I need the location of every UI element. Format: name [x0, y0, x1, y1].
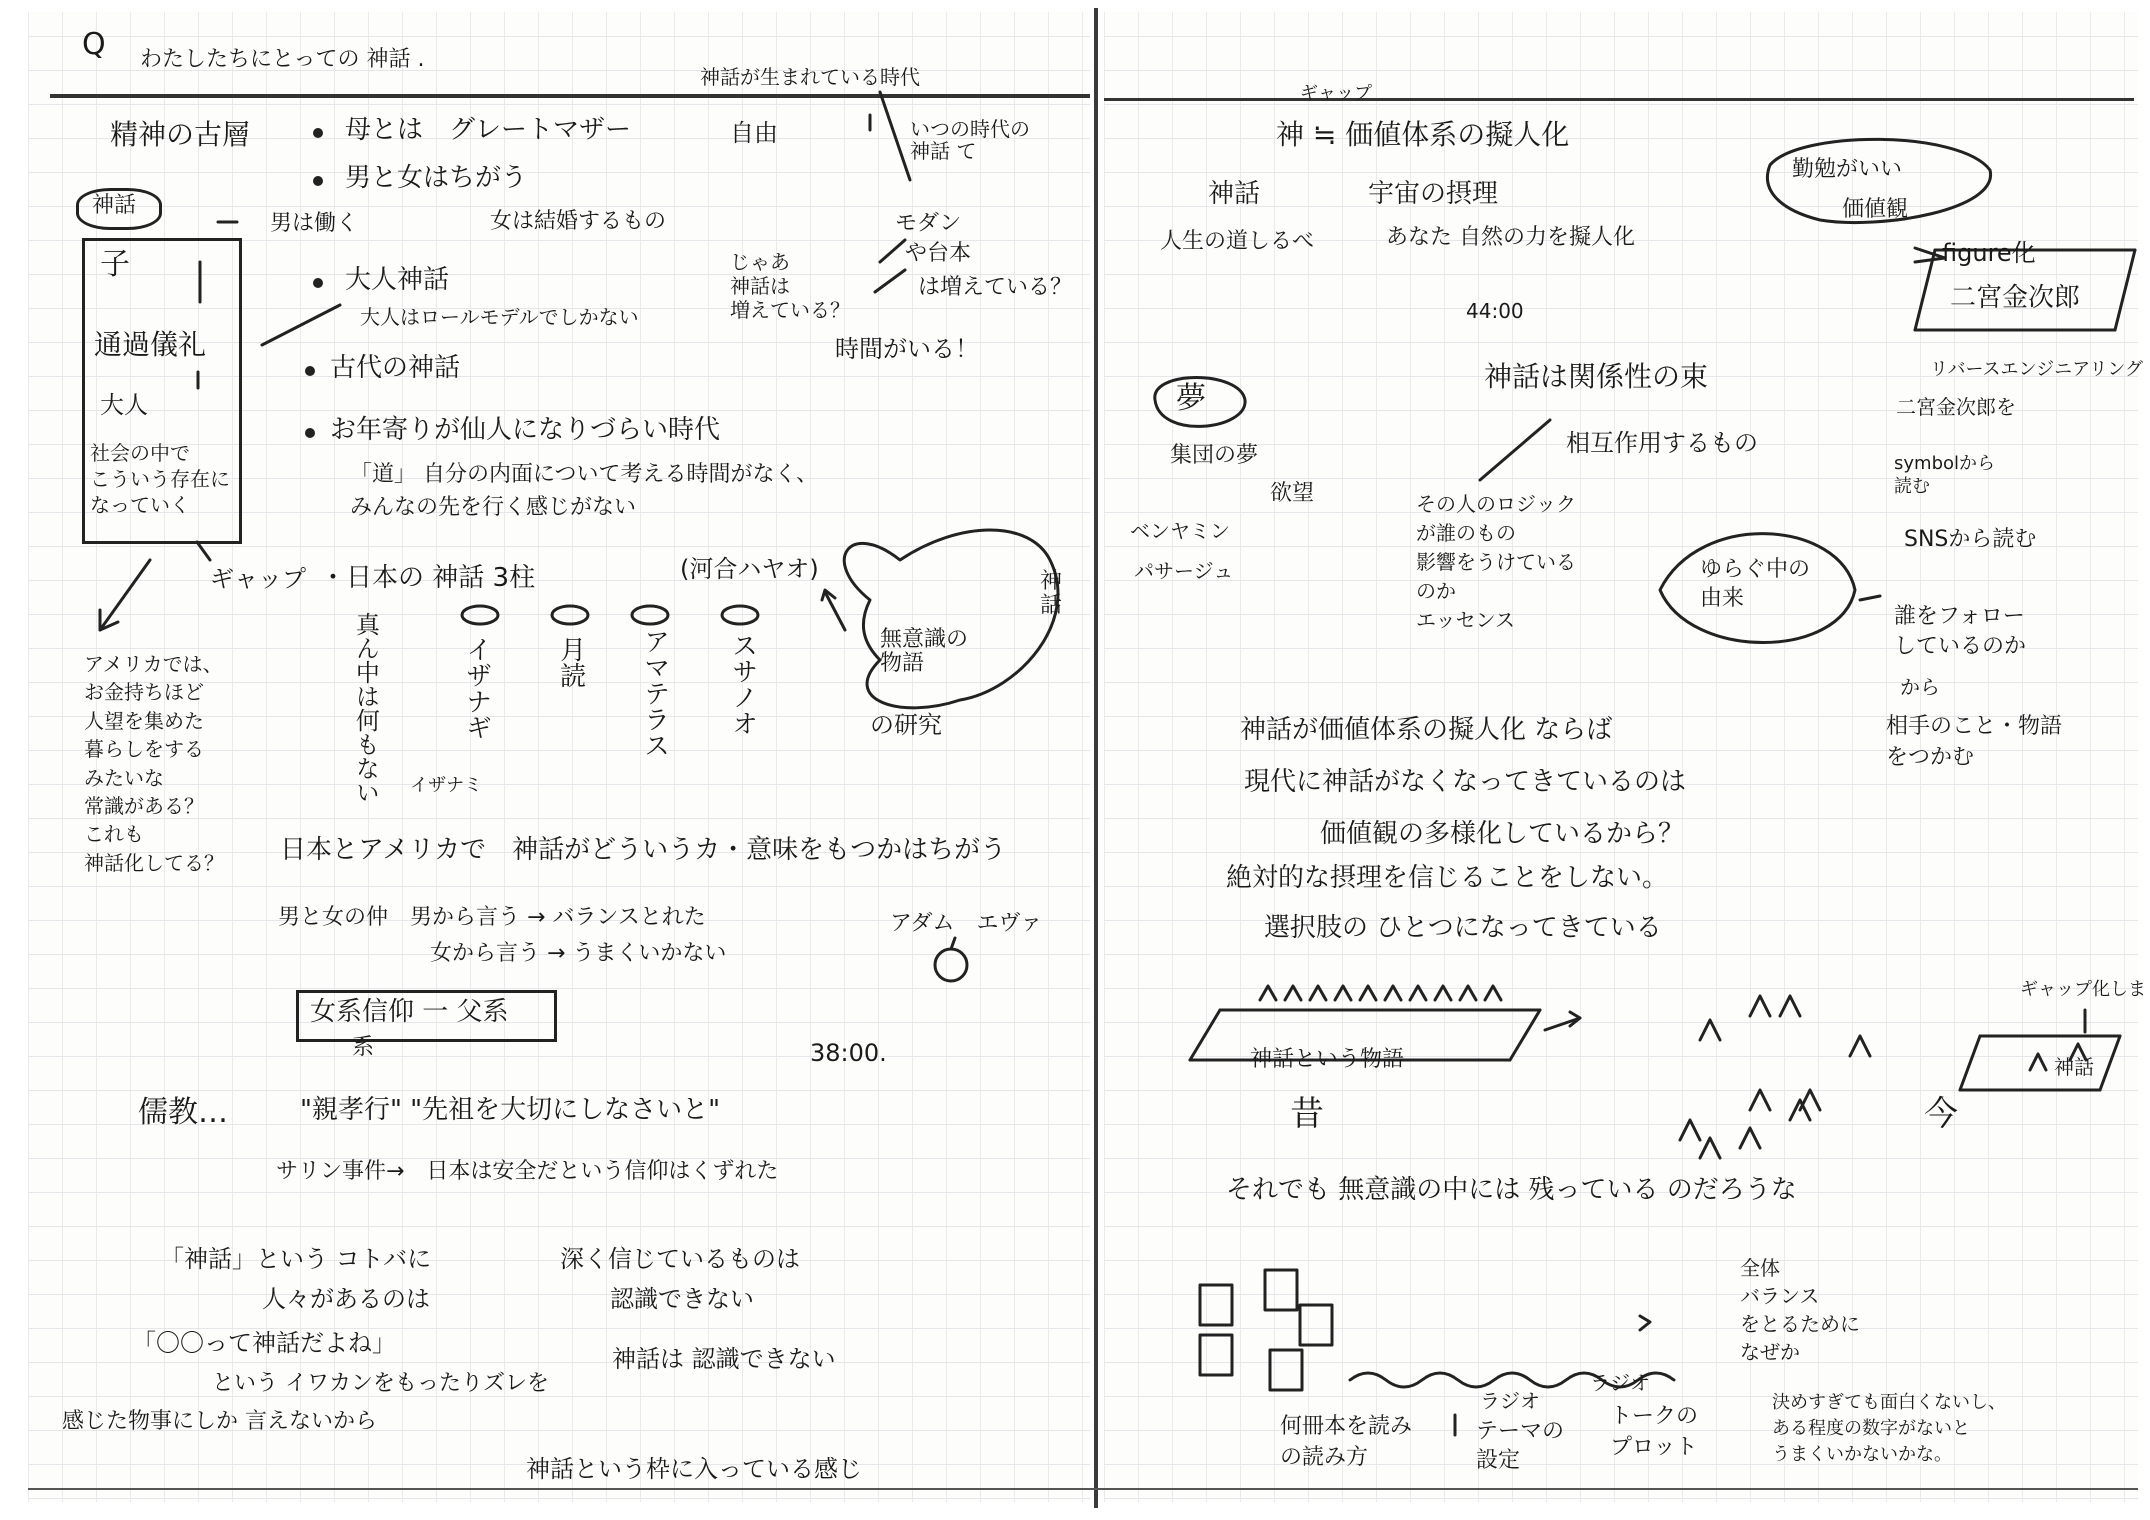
bullet-mother: 母とは グレートマザー	[345, 115, 632, 145]
left-title: わたしたちにとっての 神話 .	[140, 47, 425, 72]
people-have: 人々があるのは	[262, 1285, 430, 1313]
desire: 欲望	[1270, 481, 1315, 506]
read-from-symbol: symbolから 読む	[1894, 453, 1996, 498]
who-follows: 誰をフォロー しているのか	[1894, 604, 2027, 659]
diligence-good: 勤勉がいい	[1792, 157, 1903, 182]
dream-circled: 夢	[1176, 381, 1206, 416]
unconscious-story: 無意識の 物語	[880, 627, 969, 677]
timestamp-44: 44:00	[1466, 299, 1524, 323]
read-from-sns: SNSから読む	[1904, 527, 2037, 552]
persons-logic: その人のロジック が誰のもの 影響をうけている のか エッセンス	[1416, 492, 1576, 632]
closing-note: 決めすぎても面白くないし、 ある程度の数字がないと うまくいかないかな。	[1772, 1392, 2006, 1466]
box-adult: 大人	[100, 391, 148, 419]
past-label: 昔	[1290, 1094, 1324, 1134]
time-needed: 時間がいる！	[835, 335, 979, 363]
deep-belief: 深く信じているものは	[560, 1245, 800, 1273]
cannot-recognize: 認識できない	[610, 1285, 754, 1313]
benjamin: ベンヤミン	[1130, 519, 1230, 543]
deity-amaterasu: アマテラス	[639, 628, 670, 758]
myth-unrecognizable: 神話は 認識できない	[612, 1345, 836, 1373]
heading-seishin: 精神の古層	[110, 118, 251, 151]
ninomiya-kinjiro: 二宮金次郎	[1950, 283, 2081, 313]
how-many-books: 何冊本を読み の読み方	[1280, 1414, 1413, 1470]
values: 価値観	[1842, 197, 1909, 222]
myth-label: 神話	[92, 193, 137, 218]
note-which-era: いつの時代の 神話 て	[910, 117, 1030, 163]
japan-vs-america: 日本とアメリカで 神話がどういうカ・意味をもつかはちがう	[280, 835, 1007, 865]
god-value-system: 神 ≒ 価値体系の擬人化	[1276, 118, 1570, 151]
sarin-incident: サリン事件→ 日本は安全だという信仰はくずれた	[276, 1159, 779, 1184]
kawai-hayao: (河合ハヤオ)	[680, 555, 819, 583]
adult-role-model: 大人はロールモデルでしかない	[360, 305, 639, 329]
note-freedom: 自由	[730, 119, 778, 147]
cosmic-law: 宇宙の摂理	[1368, 179, 1499, 209]
filial-piety: "親孝行" "先祖を大切にしなさいと"	[300, 1095, 721, 1125]
way-note: 「道」 自分の内面について考える時間がなく、 みんなの先を行く感じがない	[350, 462, 819, 520]
radio-two: ラジオ	[1590, 1371, 1650, 1395]
men-women-balance: 男と女の仲 男から言う → バランスとれた	[278, 905, 706, 930]
box-rite: 通過儀礼	[94, 328, 207, 361]
myth-right: 神話	[1208, 179, 1261, 209]
japan-three-pillars: ・日本の 神話 3柱	[320, 563, 536, 593]
thats-a-myth: 「〇〇って神話だよね」	[132, 1329, 396, 1357]
figure-ize: figure化	[1942, 239, 2036, 267]
still-remains: それでも 無意識の中には 残っている のだろうな	[1226, 1175, 1797, 1205]
sense-of-discomfort: という イワカンをもったりズレを	[212, 1371, 549, 1396]
modern-label: モダン	[895, 211, 962, 236]
if-myth-value: 神話が価値体系の擬人化 ならば	[1240, 715, 1613, 745]
box-society: 社会の中で こういう存在に なっていく	[90, 441, 230, 517]
women-speak: 女から言う → うまくいかない	[430, 941, 727, 966]
box-child: 子	[100, 247, 130, 282]
theme-setting: テーマの 設定	[1476, 1419, 1565, 1473]
confucianism: 儒教…	[138, 1095, 228, 1130]
deity-susanoo: スサノオ	[727, 632, 758, 736]
modern-loss: 現代に神話がなくなってきているのは	[1244, 767, 1687, 797]
question-mark: Q	[82, 27, 106, 62]
bullet-men-women: 男と女はちがう	[345, 163, 528, 193]
deity-izanagi: イザナギ	[461, 636, 492, 740]
felt-things-only: 感じた物事にしか 言えないから	[62, 1409, 377, 1434]
passages: パサージュ	[1134, 559, 1234, 583]
myth-small: 神話	[2054, 1055, 2094, 1079]
more-myths-question: じゃあ 神話は 増えている？	[730, 250, 850, 322]
absolute-law: 絶対的な摂理を信じることをしない。	[1226, 863, 1669, 893]
interacting: 相互作用するもの	[1566, 429, 1758, 457]
deity-tsukuyomi: 月読	[555, 636, 586, 688]
women-marry: 女は結婚するもの	[490, 209, 667, 234]
america-note: アメリカでは、 お金持ちほど 人望を集めた 暮らしをする みたいな 常識がある？ これも 神話化してる？	[84, 652, 224, 875]
deity-izanami: イザナミ	[410, 775, 482, 796]
reverse-engineering: リバースエンジニアリング	[1930, 359, 2144, 380]
you-personify: あなた 自然の力を擬人化	[1386, 225, 1635, 250]
myth-frame: 神話という枠に入っている感じ	[526, 1455, 862, 1483]
note-myth-era: 神話が生まれている時代	[700, 65, 920, 89]
lineage-sub: 系	[352, 1035, 375, 1060]
modern-increase: は増えている？	[918, 275, 1073, 300]
timestamp-38: 38:00.	[810, 1039, 887, 1067]
myth-word: 「神話」という コトバに	[160, 1245, 432, 1273]
talk-plot: トークの プロット	[1610, 1404, 1699, 1460]
gap-right-lower: ギャップ化しま	[2020, 979, 2146, 1000]
lineage-text: 女系信仰 一 父系	[310, 997, 509, 1027]
research-label: の研究	[870, 711, 942, 739]
diversified-values: 価値観の多様化しているから？	[1320, 819, 1685, 849]
now-label: 今	[1924, 1094, 1958, 1134]
deity-middle: 真ん中は何もない	[351, 612, 380, 804]
myth-heart-label: 神 話	[1040, 569, 1063, 619]
bullet-adult-myth: 大人神話	[345, 265, 450, 295]
bullet-elderly: お年寄りが仙人になりづらい時代	[330, 415, 721, 445]
bullet-ancient-myth: 古代の神話	[330, 353, 461, 383]
one-choice: 選択肢の ひとつになってきている	[1264, 913, 1662, 943]
origin-sway: ゆらぐ中の 由来	[1700, 557, 1811, 611]
guide-of-life: 人生の道しるべ	[1160, 229, 1315, 254]
myth-bundle: 神話は関係性の束	[1484, 360, 1709, 393]
overall-balance: 全体 バランス をとるために なぜか	[1740, 1256, 1860, 1364]
crowd-myth-story: 神話という物語	[1250, 1047, 1405, 1072]
radio-one: ラジオ	[1480, 1389, 1540, 1413]
from-label: から	[1900, 675, 1940, 699]
modern-script: や台本	[905, 241, 972, 266]
grasp-partner: 相手のこと・物語 をつかむ	[1886, 714, 2063, 770]
ninomiya-object: 二宮金次郎を	[1896, 395, 2016, 419]
gap-label: ギャップ	[210, 565, 306, 593]
adam-eve: アダム エヴァ	[890, 911, 1043, 936]
men-work: 男は働く	[270, 211, 359, 236]
gap-label-right: ギャップ	[1300, 83, 1372, 104]
collective-dream: 集団の夢	[1170, 443, 1259, 468]
